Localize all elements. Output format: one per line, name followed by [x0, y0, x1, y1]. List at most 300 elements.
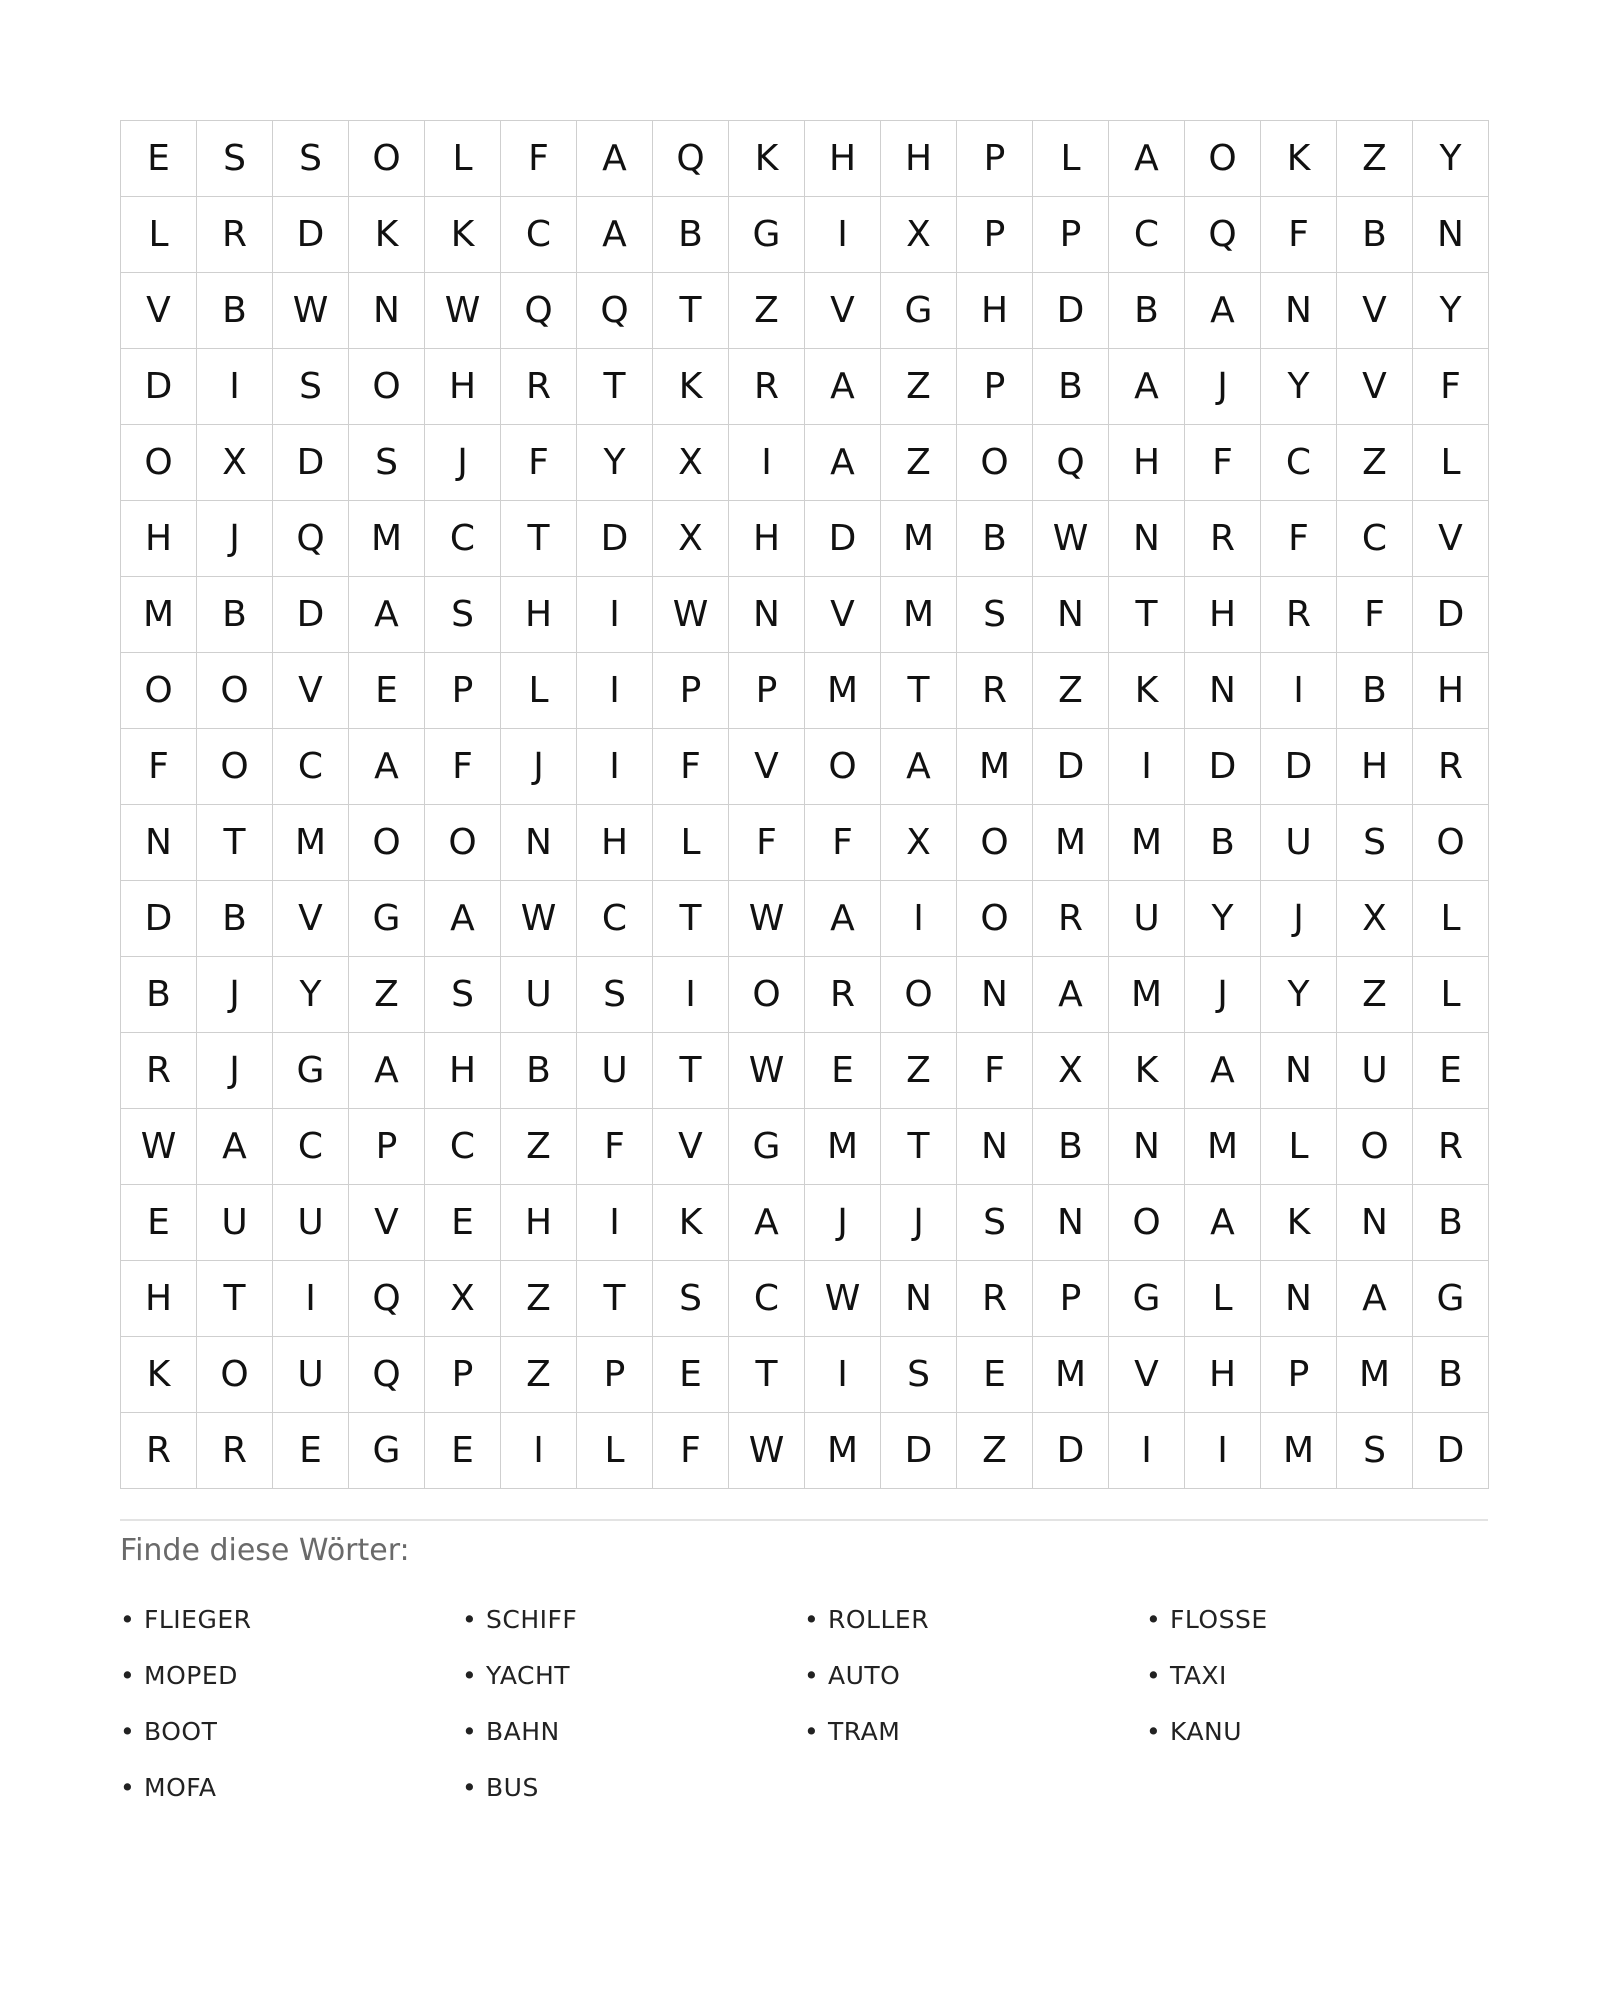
grid-cell[interactable]: B	[121, 957, 197, 1033]
grid-cell[interactable]: P	[1261, 1337, 1337, 1413]
grid-cell[interactable]: N	[1261, 1261, 1337, 1337]
grid-cell[interactable]: Z	[957, 1413, 1033, 1489]
grid-cell[interactable]: S	[197, 121, 273, 197]
grid-cell[interactable]: M	[805, 1413, 881, 1489]
grid-cell[interactable]: A	[349, 577, 425, 653]
grid-cell[interactable]: G	[1413, 1261, 1489, 1337]
grid-cell[interactable]: O	[1185, 121, 1261, 197]
grid-cell[interactable]: J	[197, 501, 273, 577]
grid-cell[interactable]: T	[653, 1033, 729, 1109]
grid-cell[interactable]: A	[1109, 121, 1185, 197]
grid-cell[interactable]: D	[121, 881, 197, 957]
grid-cell[interactable]: L	[1413, 957, 1489, 1033]
grid-cell[interactable]: D	[805, 501, 881, 577]
grid-cell[interactable]: W	[653, 577, 729, 653]
grid-cell[interactable]: P	[729, 653, 805, 729]
grid-cell[interactable]: J	[197, 957, 273, 1033]
grid-cell[interactable]: A	[805, 881, 881, 957]
grid-cell[interactable]: D	[1413, 1413, 1489, 1489]
grid-cell[interactable]: N	[957, 957, 1033, 1033]
grid-cell[interactable]: T	[577, 349, 653, 425]
grid-cell[interactable]: F	[1261, 197, 1337, 273]
grid-cell[interactable]: Q	[349, 1261, 425, 1337]
grid-cell[interactable]: W	[273, 273, 349, 349]
grid-cell[interactable]: V	[805, 273, 881, 349]
grid-cell[interactable]: L	[1033, 121, 1109, 197]
grid-cell[interactable]: Q	[501, 273, 577, 349]
grid-cell[interactable]: J	[1185, 957, 1261, 1033]
grid-cell[interactable]: J	[881, 1185, 957, 1261]
grid-cell[interactable]: C	[425, 1109, 501, 1185]
grid-cell[interactable]: Z	[501, 1109, 577, 1185]
grid-cell[interactable]: T	[577, 1261, 653, 1337]
grid-cell[interactable]: R	[197, 1413, 273, 1489]
grid-cell[interactable]: O	[197, 653, 273, 729]
grid-cell[interactable]: H	[577, 805, 653, 881]
grid-cell[interactable]: Q	[1033, 425, 1109, 501]
grid-cell[interactable]: R	[121, 1033, 197, 1109]
grid-cell[interactable]: D	[577, 501, 653, 577]
grid-cell[interactable]: A	[1185, 273, 1261, 349]
grid-cell[interactable]: Z	[1337, 121, 1413, 197]
grid-cell[interactable]: H	[881, 121, 957, 197]
grid-cell[interactable]: H	[121, 501, 197, 577]
grid-cell[interactable]: X	[1033, 1033, 1109, 1109]
grid-cell[interactable]: N	[1337, 1185, 1413, 1261]
grid-cell[interactable]: E	[273, 1413, 349, 1489]
grid-cell[interactable]: X	[197, 425, 273, 501]
grid-cell[interactable]: U	[501, 957, 577, 1033]
grid-cell[interactable]: N	[1033, 577, 1109, 653]
grid-cell[interactable]: W	[729, 1033, 805, 1109]
grid-cell[interactable]: K	[653, 349, 729, 425]
grid-cell[interactable]: R	[957, 1261, 1033, 1337]
grid-cell[interactable]: O	[349, 805, 425, 881]
grid-cell[interactable]: S	[1337, 805, 1413, 881]
grid-cell[interactable]: M	[1185, 1109, 1261, 1185]
grid-cell[interactable]: K	[1261, 1185, 1337, 1261]
grid-cell[interactable]: U	[1261, 805, 1337, 881]
grid-cell[interactable]: P	[1033, 197, 1109, 273]
grid-cell[interactable]: M	[805, 1109, 881, 1185]
grid-cell[interactable]: A	[349, 1033, 425, 1109]
grid-cell[interactable]: K	[349, 197, 425, 273]
grid-cell[interactable]: U	[273, 1185, 349, 1261]
grid-cell[interactable]: H	[729, 501, 805, 577]
grid-cell[interactable]: N	[1261, 1033, 1337, 1109]
grid-cell[interactable]: D	[273, 425, 349, 501]
grid-cell[interactable]: G	[1109, 1261, 1185, 1337]
grid-cell[interactable]: S	[425, 957, 501, 1033]
grid-cell[interactable]: C	[577, 881, 653, 957]
grid-cell[interactable]: R	[197, 197, 273, 273]
grid-cell[interactable]: N	[1261, 273, 1337, 349]
grid-cell[interactable]: T	[197, 1261, 273, 1337]
grid-cell[interactable]: I	[1185, 1413, 1261, 1489]
grid-cell[interactable]: T	[653, 881, 729, 957]
grid-cell[interactable]: W	[729, 1413, 805, 1489]
grid-cell[interactable]: B	[501, 1033, 577, 1109]
grid-cell[interactable]: M	[1261, 1413, 1337, 1489]
grid-cell[interactable]: C	[1109, 197, 1185, 273]
grid-cell[interactable]: Z	[881, 1033, 957, 1109]
grid-cell[interactable]: M	[881, 577, 957, 653]
grid-cell[interactable]: V	[1337, 273, 1413, 349]
grid-cell[interactable]: C	[501, 197, 577, 273]
grid-cell[interactable]: H	[501, 577, 577, 653]
grid-cell[interactable]: E	[1413, 1033, 1489, 1109]
grid-cell[interactable]: M	[1337, 1337, 1413, 1413]
grid-cell[interactable]: E	[425, 1185, 501, 1261]
grid-cell[interactable]: Z	[501, 1337, 577, 1413]
grid-cell[interactable]: R	[121, 1413, 197, 1489]
grid-cell[interactable]: N	[1413, 197, 1489, 273]
grid-cell[interactable]: N	[1033, 1185, 1109, 1261]
grid-cell[interactable]: D	[1413, 577, 1489, 653]
grid-cell[interactable]: C	[1337, 501, 1413, 577]
grid-cell[interactable]: K	[1261, 121, 1337, 197]
grid-cell[interactable]: E	[805, 1033, 881, 1109]
grid-cell[interactable]: P	[425, 1337, 501, 1413]
grid-cell[interactable]: Y	[1413, 273, 1489, 349]
grid-cell[interactable]: Z	[729, 273, 805, 349]
grid-cell[interactable]: F	[1413, 349, 1489, 425]
grid-cell[interactable]: V	[729, 729, 805, 805]
grid-cell[interactable]: F	[653, 729, 729, 805]
grid-cell[interactable]: I	[577, 729, 653, 805]
grid-cell[interactable]: Y	[1261, 349, 1337, 425]
grid-cell[interactable]: A	[349, 729, 425, 805]
grid-cell[interactable]: H	[425, 349, 501, 425]
grid-cell[interactable]: S	[577, 957, 653, 1033]
grid-cell[interactable]: D	[1033, 273, 1109, 349]
grid-cell[interactable]: A	[425, 881, 501, 957]
grid-cell[interactable]: W	[805, 1261, 881, 1337]
grid-cell[interactable]: O	[121, 653, 197, 729]
grid-cell[interactable]: D	[1033, 1413, 1109, 1489]
grid-cell[interactable]: S	[957, 1185, 1033, 1261]
grid-cell[interactable]: U	[197, 1185, 273, 1261]
grid-cell[interactable]: H	[121, 1261, 197, 1337]
grid-cell[interactable]: B	[197, 881, 273, 957]
grid-cell[interactable]: Z	[1337, 957, 1413, 1033]
grid-cell[interactable]: Y	[1185, 881, 1261, 957]
grid-cell[interactable]: S	[425, 577, 501, 653]
grid-cell[interactable]: H	[425, 1033, 501, 1109]
grid-cell[interactable]: S	[653, 1261, 729, 1337]
grid-cell[interactable]: M	[349, 501, 425, 577]
grid-cell[interactable]: F	[121, 729, 197, 805]
grid-cell[interactable]: Z	[1337, 425, 1413, 501]
grid-cell[interactable]: E	[121, 121, 197, 197]
grid-cell[interactable]: O	[197, 729, 273, 805]
grid-cell[interactable]: U	[1337, 1033, 1413, 1109]
grid-cell[interactable]: V	[1413, 501, 1489, 577]
grid-cell[interactable]: P	[349, 1109, 425, 1185]
grid-cell[interactable]: Z	[881, 425, 957, 501]
grid-cell[interactable]: T	[729, 1337, 805, 1413]
grid-cell[interactable]: S	[881, 1337, 957, 1413]
grid-cell[interactable]: D	[273, 577, 349, 653]
grid-cell[interactable]: O	[957, 805, 1033, 881]
grid-cell[interactable]: G	[729, 197, 805, 273]
grid-cell[interactable]: H	[1413, 653, 1489, 729]
grid-cell[interactable]: J	[805, 1185, 881, 1261]
grid-cell[interactable]: I	[577, 653, 653, 729]
grid-cell[interactable]: O	[349, 349, 425, 425]
grid-cell[interactable]: I	[805, 197, 881, 273]
grid-cell[interactable]: V	[273, 881, 349, 957]
grid-cell[interactable]: V	[805, 577, 881, 653]
grid-cell[interactable]: I	[1261, 653, 1337, 729]
grid-cell[interactable]: V	[1337, 349, 1413, 425]
grid-cell[interactable]: F	[1185, 425, 1261, 501]
grid-cell[interactable]: D	[1033, 729, 1109, 805]
grid-cell[interactable]: A	[197, 1109, 273, 1185]
grid-cell[interactable]: T	[501, 501, 577, 577]
grid-cell[interactable]: A	[1337, 1261, 1413, 1337]
grid-cell[interactable]: P	[425, 653, 501, 729]
grid-cell[interactable]: W	[729, 881, 805, 957]
grid-cell[interactable]: B	[957, 501, 1033, 577]
grid-cell[interactable]: L	[121, 197, 197, 273]
grid-cell[interactable]: Z	[1033, 653, 1109, 729]
grid-cell[interactable]: D	[121, 349, 197, 425]
grid-cell[interactable]: A	[577, 197, 653, 273]
grid-cell[interactable]: A	[1185, 1185, 1261, 1261]
grid-cell[interactable]: B	[1185, 805, 1261, 881]
grid-cell[interactable]: Y	[1413, 121, 1489, 197]
grid-cell[interactable]: M	[273, 805, 349, 881]
grid-cell[interactable]: A	[805, 425, 881, 501]
grid-cell[interactable]: O	[881, 957, 957, 1033]
grid-cell[interactable]: R	[1185, 501, 1261, 577]
grid-cell[interactable]: T	[1109, 577, 1185, 653]
grid-cell[interactable]: M	[1033, 1337, 1109, 1413]
grid-cell[interactable]: S	[1337, 1413, 1413, 1489]
grid-cell[interactable]: I	[1109, 729, 1185, 805]
grid-cell[interactable]: H	[1109, 425, 1185, 501]
grid-cell[interactable]: R	[805, 957, 881, 1033]
grid-cell[interactable]: W	[1033, 501, 1109, 577]
grid-cell[interactable]: O	[197, 1337, 273, 1413]
grid-cell[interactable]: S	[957, 577, 1033, 653]
grid-cell[interactable]: X	[881, 805, 957, 881]
grid-cell[interactable]: K	[729, 121, 805, 197]
grid-cell[interactable]: V	[273, 653, 349, 729]
grid-cell[interactable]: T	[881, 1109, 957, 1185]
grid-cell[interactable]: L	[1413, 881, 1489, 957]
grid-cell[interactable]: X	[653, 501, 729, 577]
grid-cell[interactable]: N	[121, 805, 197, 881]
grid-cell[interactable]: O	[349, 121, 425, 197]
grid-cell[interactable]: N	[349, 273, 425, 349]
grid-cell[interactable]: Y	[273, 957, 349, 1033]
grid-cell[interactable]: S	[273, 121, 349, 197]
grid-cell[interactable]: V	[1109, 1337, 1185, 1413]
grid-cell[interactable]: B	[653, 197, 729, 273]
grid-cell[interactable]: G	[881, 273, 957, 349]
grid-cell[interactable]: C	[1261, 425, 1337, 501]
grid-cell[interactable]: X	[425, 1261, 501, 1337]
grid-cell[interactable]: K	[425, 197, 501, 273]
grid-cell[interactable]: N	[957, 1109, 1033, 1185]
grid-cell[interactable]: F	[957, 1033, 1033, 1109]
grid-cell[interactable]: X	[881, 197, 957, 273]
grid-cell[interactable]: B	[1033, 349, 1109, 425]
grid-cell[interactable]: I	[805, 1337, 881, 1413]
grid-cell[interactable]: L	[501, 653, 577, 729]
grid-cell[interactable]: B	[1337, 197, 1413, 273]
grid-cell[interactable]: D	[1261, 729, 1337, 805]
grid-cell[interactable]: V	[121, 273, 197, 349]
grid-cell[interactable]: R	[1413, 1109, 1489, 1185]
grid-cell[interactable]: C	[729, 1261, 805, 1337]
grid-cell[interactable]: O	[1109, 1185, 1185, 1261]
grid-cell[interactable]: R	[729, 349, 805, 425]
grid-cell[interactable]: Z	[881, 349, 957, 425]
grid-cell[interactable]: F	[577, 1109, 653, 1185]
grid-cell[interactable]: O	[957, 425, 1033, 501]
grid-cell[interactable]: R	[501, 349, 577, 425]
grid-cell[interactable]: I	[273, 1261, 349, 1337]
grid-cell[interactable]: B	[197, 273, 273, 349]
grid-cell[interactable]: B	[197, 577, 273, 653]
grid-cell[interactable]: C	[273, 1109, 349, 1185]
grid-cell[interactable]: P	[957, 121, 1033, 197]
grid-cell[interactable]: X	[1337, 881, 1413, 957]
grid-cell[interactable]: J	[1261, 881, 1337, 957]
grid-cell[interactable]: O	[1337, 1109, 1413, 1185]
grid-cell[interactable]: I	[577, 1185, 653, 1261]
grid-cell[interactable]: J	[425, 425, 501, 501]
grid-cell[interactable]: E	[957, 1337, 1033, 1413]
grid-cell[interactable]: I	[729, 425, 805, 501]
grid-cell[interactable]: B	[1109, 273, 1185, 349]
grid-cell[interactable]: L	[425, 121, 501, 197]
grid-cell[interactable]: A	[577, 121, 653, 197]
grid-cell[interactable]: F	[653, 1413, 729, 1489]
grid-cell[interactable]: S	[349, 425, 425, 501]
grid-cell[interactable]: K	[1109, 1033, 1185, 1109]
grid-cell[interactable]: J	[197, 1033, 273, 1109]
grid-cell[interactable]: O	[957, 881, 1033, 957]
grid-cell[interactable]: M	[1109, 805, 1185, 881]
grid-cell[interactable]: Z	[349, 957, 425, 1033]
grid-cell[interactable]: U	[577, 1033, 653, 1109]
grid-cell[interactable]: O	[121, 425, 197, 501]
grid-cell[interactable]: W	[121, 1109, 197, 1185]
grid-cell[interactable]: P	[653, 653, 729, 729]
grid-cell[interactable]: T	[653, 273, 729, 349]
grid-cell[interactable]: O	[425, 805, 501, 881]
grid-cell[interactable]: F	[805, 805, 881, 881]
grid-cell[interactable]: V	[349, 1185, 425, 1261]
grid-cell[interactable]: F	[1261, 501, 1337, 577]
grid-cell[interactable]: P	[957, 349, 1033, 425]
grid-cell[interactable]: H	[1185, 1337, 1261, 1413]
grid-cell[interactable]: A	[1109, 349, 1185, 425]
grid-cell[interactable]: R	[1413, 729, 1489, 805]
grid-cell[interactable]: A	[729, 1185, 805, 1261]
grid-cell[interactable]: N	[1109, 501, 1185, 577]
grid-cell[interactable]: M	[881, 501, 957, 577]
grid-cell[interactable]: K	[1109, 653, 1185, 729]
grid-cell[interactable]: Q	[1185, 197, 1261, 273]
grid-cell[interactable]: N	[501, 805, 577, 881]
grid-cell[interactable]: R	[957, 653, 1033, 729]
grid-cell[interactable]: I	[577, 577, 653, 653]
grid-cell[interactable]: U	[273, 1337, 349, 1413]
grid-cell[interactable]: K	[653, 1185, 729, 1261]
grid-cell[interactable]: H	[805, 121, 881, 197]
grid-cell[interactable]: R	[1033, 881, 1109, 957]
grid-cell[interactable]: H	[1185, 577, 1261, 653]
grid-cell[interactable]: S	[273, 349, 349, 425]
grid-cell[interactable]: G	[273, 1033, 349, 1109]
grid-cell[interactable]: N	[1185, 653, 1261, 729]
grid-cell[interactable]: D	[273, 197, 349, 273]
grid-cell[interactable]: U	[1109, 881, 1185, 957]
grid-cell[interactable]: M	[121, 577, 197, 653]
grid-cell[interactable]: W	[501, 881, 577, 957]
grid-cell[interactable]: D	[881, 1413, 957, 1489]
grid-cell[interactable]: F	[501, 425, 577, 501]
grid-cell[interactable]: Z	[501, 1261, 577, 1337]
grid-cell[interactable]: H	[1337, 729, 1413, 805]
grid-cell[interactable]: I	[1109, 1413, 1185, 1489]
grid-cell[interactable]: T	[197, 805, 273, 881]
grid-cell[interactable]: K	[121, 1337, 197, 1413]
grid-cell[interactable]: N	[1109, 1109, 1185, 1185]
grid-cell[interactable]: H	[501, 1185, 577, 1261]
grid-cell[interactable]: M	[1033, 805, 1109, 881]
grid-cell[interactable]: I	[653, 957, 729, 1033]
grid-cell[interactable]: M	[805, 653, 881, 729]
grid-cell[interactable]: X	[653, 425, 729, 501]
grid-cell[interactable]: A	[805, 349, 881, 425]
grid-cell[interactable]: O	[805, 729, 881, 805]
grid-cell[interactable]: G	[729, 1109, 805, 1185]
grid-cell[interactable]: C	[425, 501, 501, 577]
grid-cell[interactable]: A	[1033, 957, 1109, 1033]
grid-cell[interactable]: E	[349, 653, 425, 729]
grid-cell[interactable]: G	[349, 1413, 425, 1489]
grid-cell[interactable]: Q	[273, 501, 349, 577]
grid-cell[interactable]: J	[501, 729, 577, 805]
grid-cell[interactable]: L	[577, 1413, 653, 1489]
grid-cell[interactable]: P	[577, 1337, 653, 1413]
grid-cell[interactable]: O	[729, 957, 805, 1033]
grid-cell[interactable]: E	[121, 1185, 197, 1261]
grid-cell[interactable]: D	[1185, 729, 1261, 805]
grid-cell[interactable]: L	[1185, 1261, 1261, 1337]
grid-cell[interactable]: M	[957, 729, 1033, 805]
grid-cell[interactable]: E	[425, 1413, 501, 1489]
grid-cell[interactable]: E	[653, 1337, 729, 1413]
grid-cell[interactable]: B	[1413, 1337, 1489, 1413]
grid-cell[interactable]: I	[197, 349, 273, 425]
grid-cell[interactable]: O	[1413, 805, 1489, 881]
grid-cell[interactable]: L	[1261, 1109, 1337, 1185]
grid-cell[interactable]: B	[1337, 653, 1413, 729]
grid-cell[interactable]: H	[957, 273, 1033, 349]
grid-cell[interactable]: G	[349, 881, 425, 957]
grid-cell[interactable]: L	[653, 805, 729, 881]
grid-cell[interactable]: F	[501, 121, 577, 197]
grid-cell[interactable]: Y	[1261, 957, 1337, 1033]
grid-cell[interactable]: A	[881, 729, 957, 805]
